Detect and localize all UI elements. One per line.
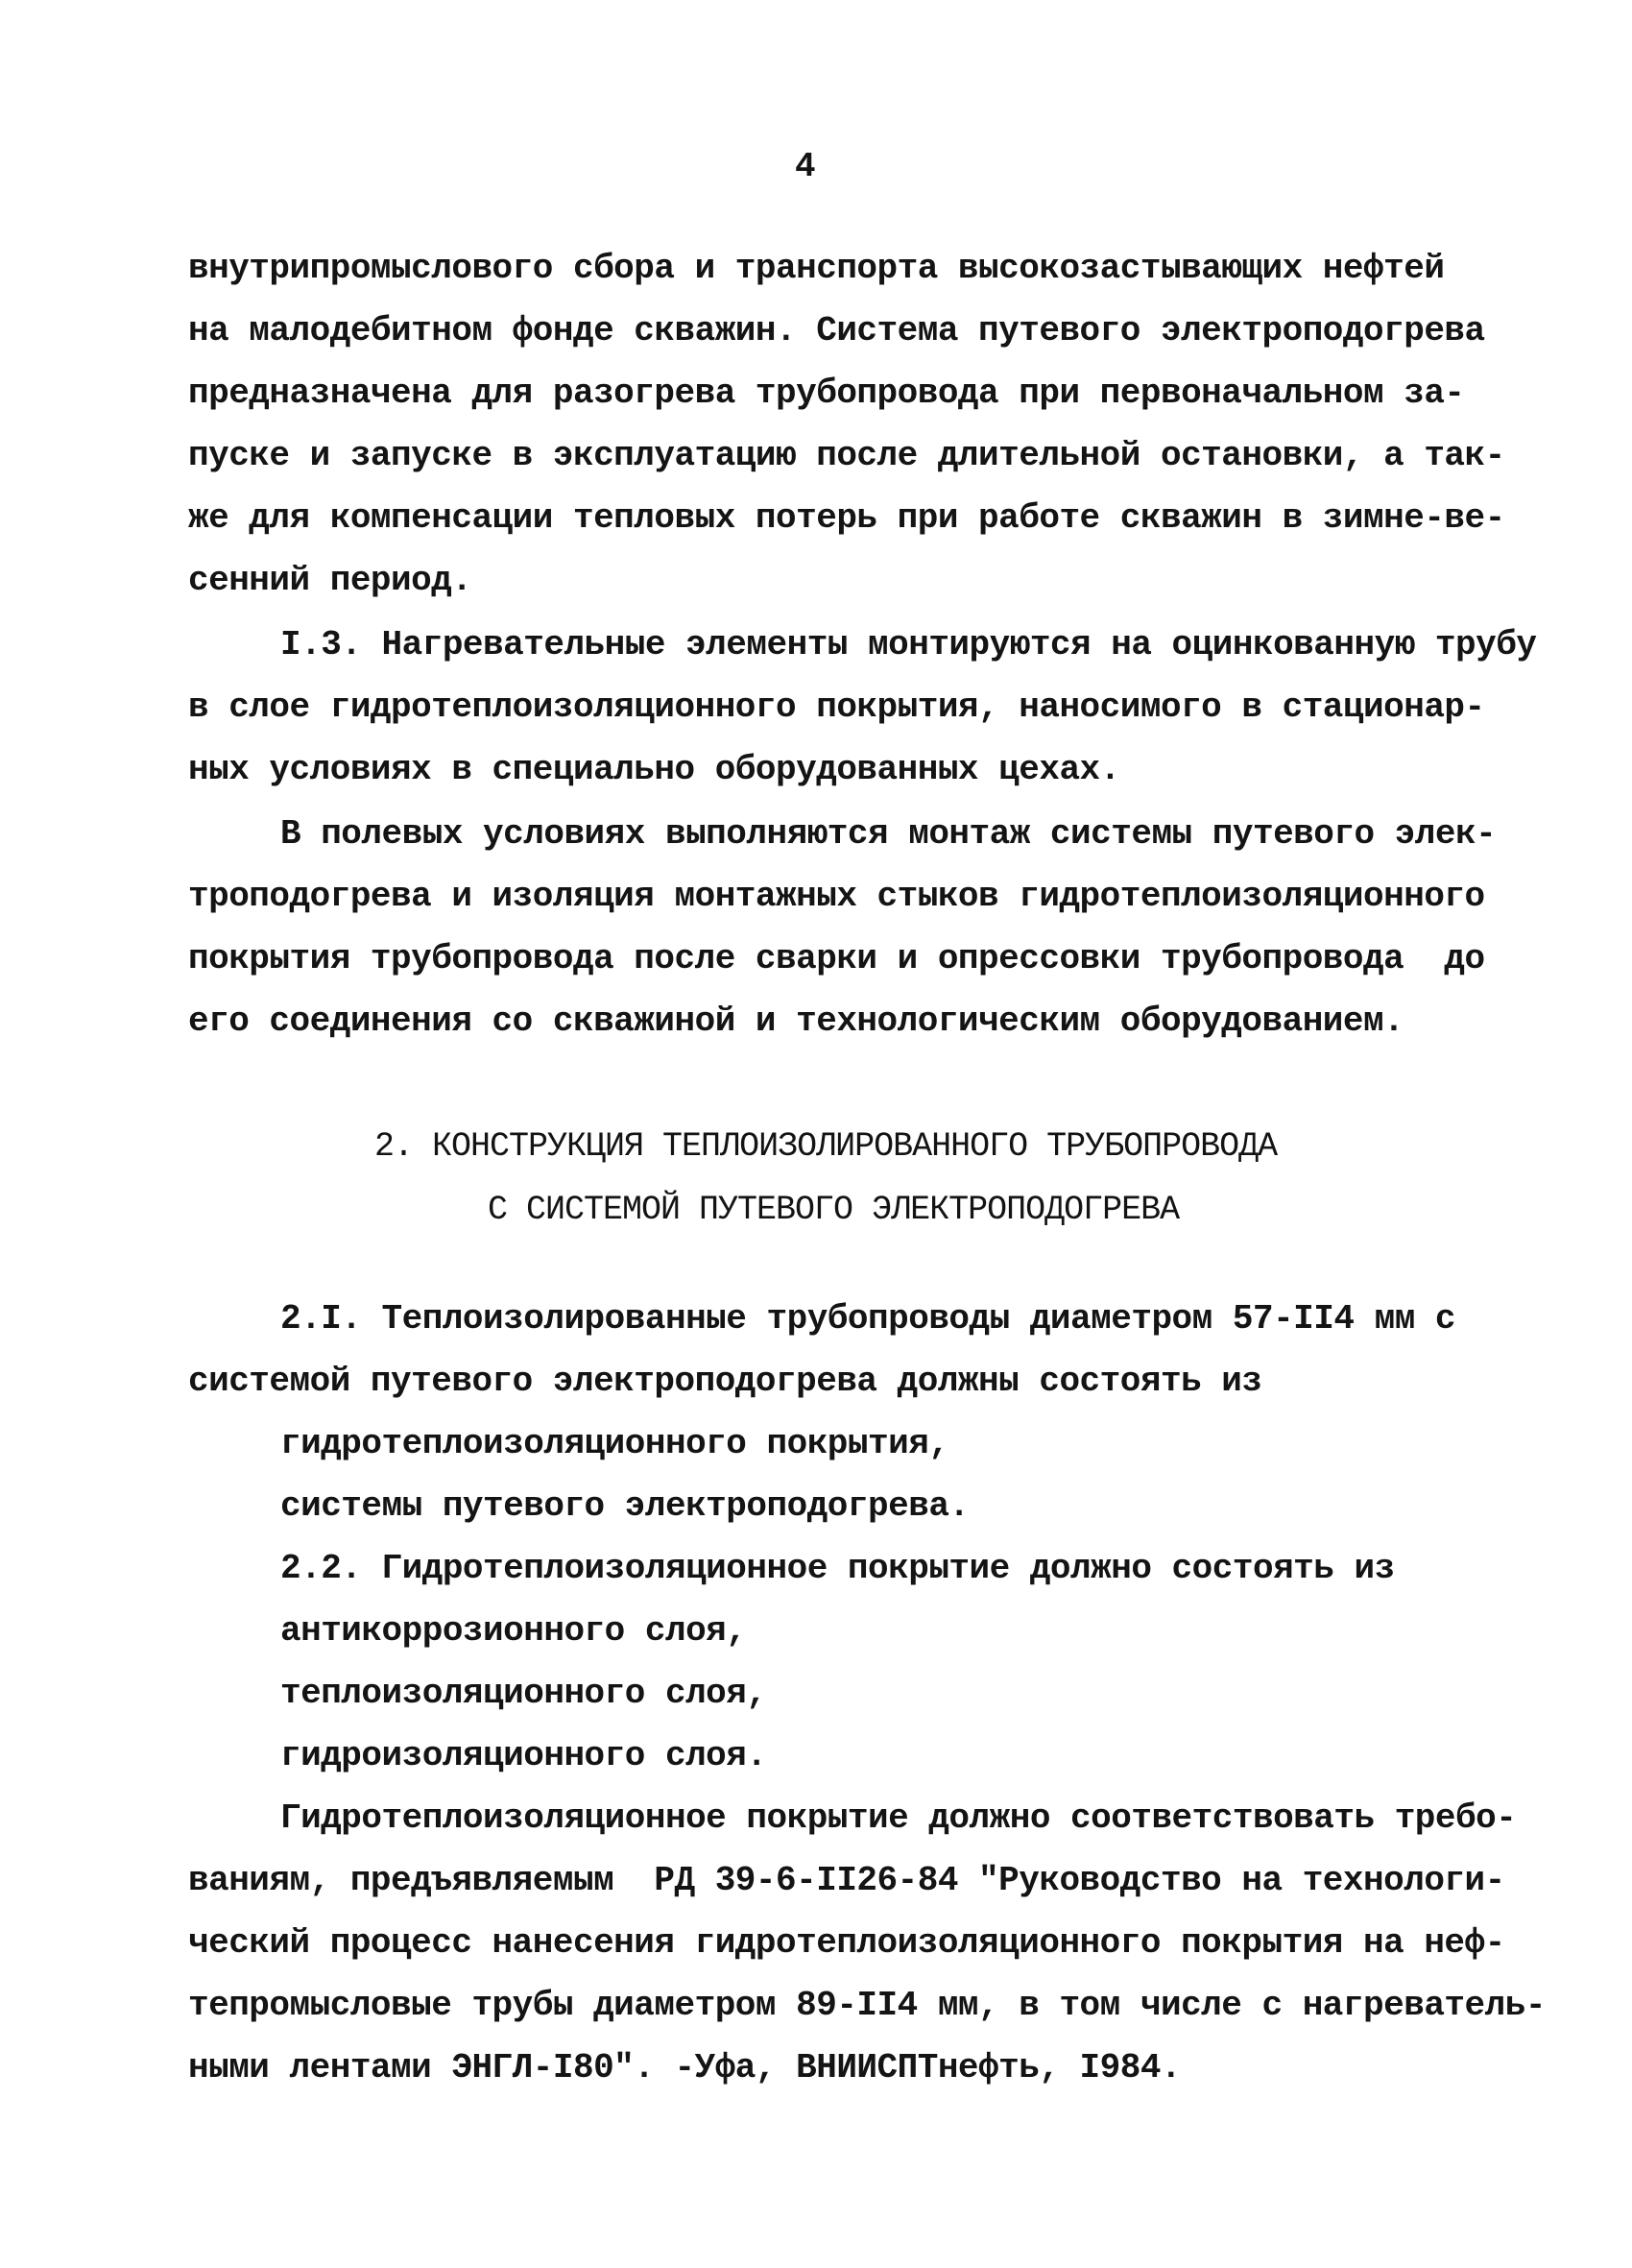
list-item: гидротеплоизоляционного покрытия, (280, 1424, 949, 1463)
text-line: ными лентами ЭНГЛ-I80". -Уфа, ВНИИСПТнефть, I984. (188, 2048, 1182, 2087)
text-line: В полевых условиях выполняются монтаж системы путевого элек- (280, 814, 1497, 854)
text-line: тепромысловые трубы диаметром 89-II4 мм, в том числе с нагреватель- (188, 1986, 1546, 2025)
text-line: внутрипромыслового сбора и транспорта высокозастывающих нефтей (188, 249, 1445, 288)
text-line: покрытия трубопровода после сварки и опрессовки трубопровода до (188, 939, 1485, 978)
text-line: ваниям, предъявляемым РД 39-6-II26-84 "Руководство на технологи- (188, 1861, 1505, 1900)
text-line: ческий процесс нанесения гидротеплоизоляционного покрытия на неф- (188, 1923, 1505, 1963)
text-line: пуске и запуске в эксплуатацию после длительной остановки, а так- (188, 436, 1505, 475)
text-line: 2.I. Теплоизолированные трубопроводы диаметром 57-II4 мм с (280, 1299, 1456, 1339)
text-line: I.3. Нагревательные элементы монтируются на оцинкованную трубу (280, 625, 1537, 664)
text-line: сенний период. (188, 561, 472, 600)
list-item: системы путевого электроподогрева. (280, 1486, 970, 1526)
text-line: Гидротеплоизоляционное покрытие должно соответствовать требо- (280, 1798, 1517, 1838)
text-line: же для компенсации тепловых потерь при работе скважин в зимне-ве- (188, 498, 1505, 538)
text-line: троподогрева и изоляция монтажных стыков гидротеплоизоляционного (188, 877, 1485, 916)
text-line: в слое гидротеплоизоляционного покрытия, наносимого в стационар- (188, 688, 1485, 727)
text-line: предназначена для разогрева трубопровода при первоначальном за- (188, 374, 1465, 413)
list-item: антикоррозионного слоя, (280, 1611, 747, 1651)
text-line: ных условиях в специально оборудованных цехах. (188, 750, 1120, 789)
text-line: его соединения со скважиной и технологическим оборудованием. (188, 1001, 1404, 1041)
text-line: системой путевого электроподогрева должны состоять из (188, 1362, 1262, 1401)
page-number: 4 (795, 147, 816, 186)
section-title-line: 2. КОНСТРУКЦИЯ ТЕПЛОИЗОЛИРОВАННОГО ТРУБОПРОВОДА (374, 1127, 1278, 1166)
list-item: теплоизоляционного слоя, (280, 1674, 767, 1713)
text-line: 2.2. Гидротеплоизоляционное покрытие должно состоять из (280, 1549, 1395, 1588)
list-item: гидроизоляционного слоя. (280, 1736, 767, 1775)
text-line: на малодебитном фонде скважин. Система путевого электроподогрева (188, 311, 1485, 350)
section-title-line: С СИСТЕМОЙ ПУТЕВОГО ЭЛЕКТРОПОДОГРЕВА (488, 1191, 1180, 1229)
